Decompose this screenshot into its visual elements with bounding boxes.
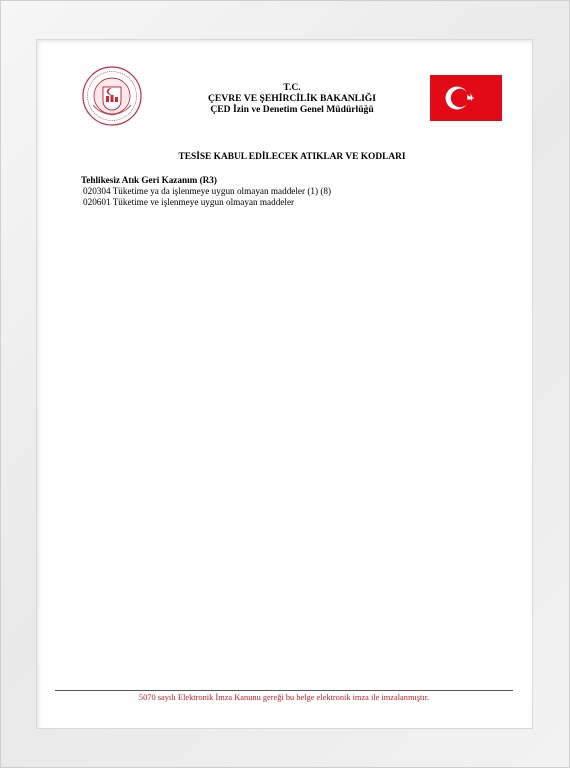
waste-item: 020601 Tüketime ve işlenmeye uygun olmayan maddeler: [83, 197, 295, 207]
waste-item: 020304 Tüketime ya da işlenmeye uygun olmayan maddeler (1) (8): [83, 186, 332, 196]
document-title: TESİSE KABUL EDİLECEK ATIKLAR VE KODLARI: [178, 152, 406, 162]
header-line-tc: T.C.: [283, 82, 301, 93]
e-signature-notice: 5070 sayılı Elektronik İmza Kanunu gereği bu belge elektronik imza ile imzalanmıştır.: [138, 693, 430, 702]
waste-section: [81, 175, 331, 208]
header-line-ministry: ÇEVRE VE ŞEHİRCİLİK BAKANLIĞI: [207, 93, 377, 104]
header-line-directorate: ÇED İzin ve Denetim Genel Müdürlüğü: [210, 104, 374, 115]
turkish-flag-icon: [430, 75, 502, 121]
document-page: [37, 40, 530, 726]
section-heading: Tehlikesiz Atık Geri Kazanım (R3): [81, 175, 217, 185]
footer-divider: [55, 690, 513, 691]
ministry-header: [137, 82, 447, 115]
ministry-emblem-icon: [81, 65, 143, 127]
